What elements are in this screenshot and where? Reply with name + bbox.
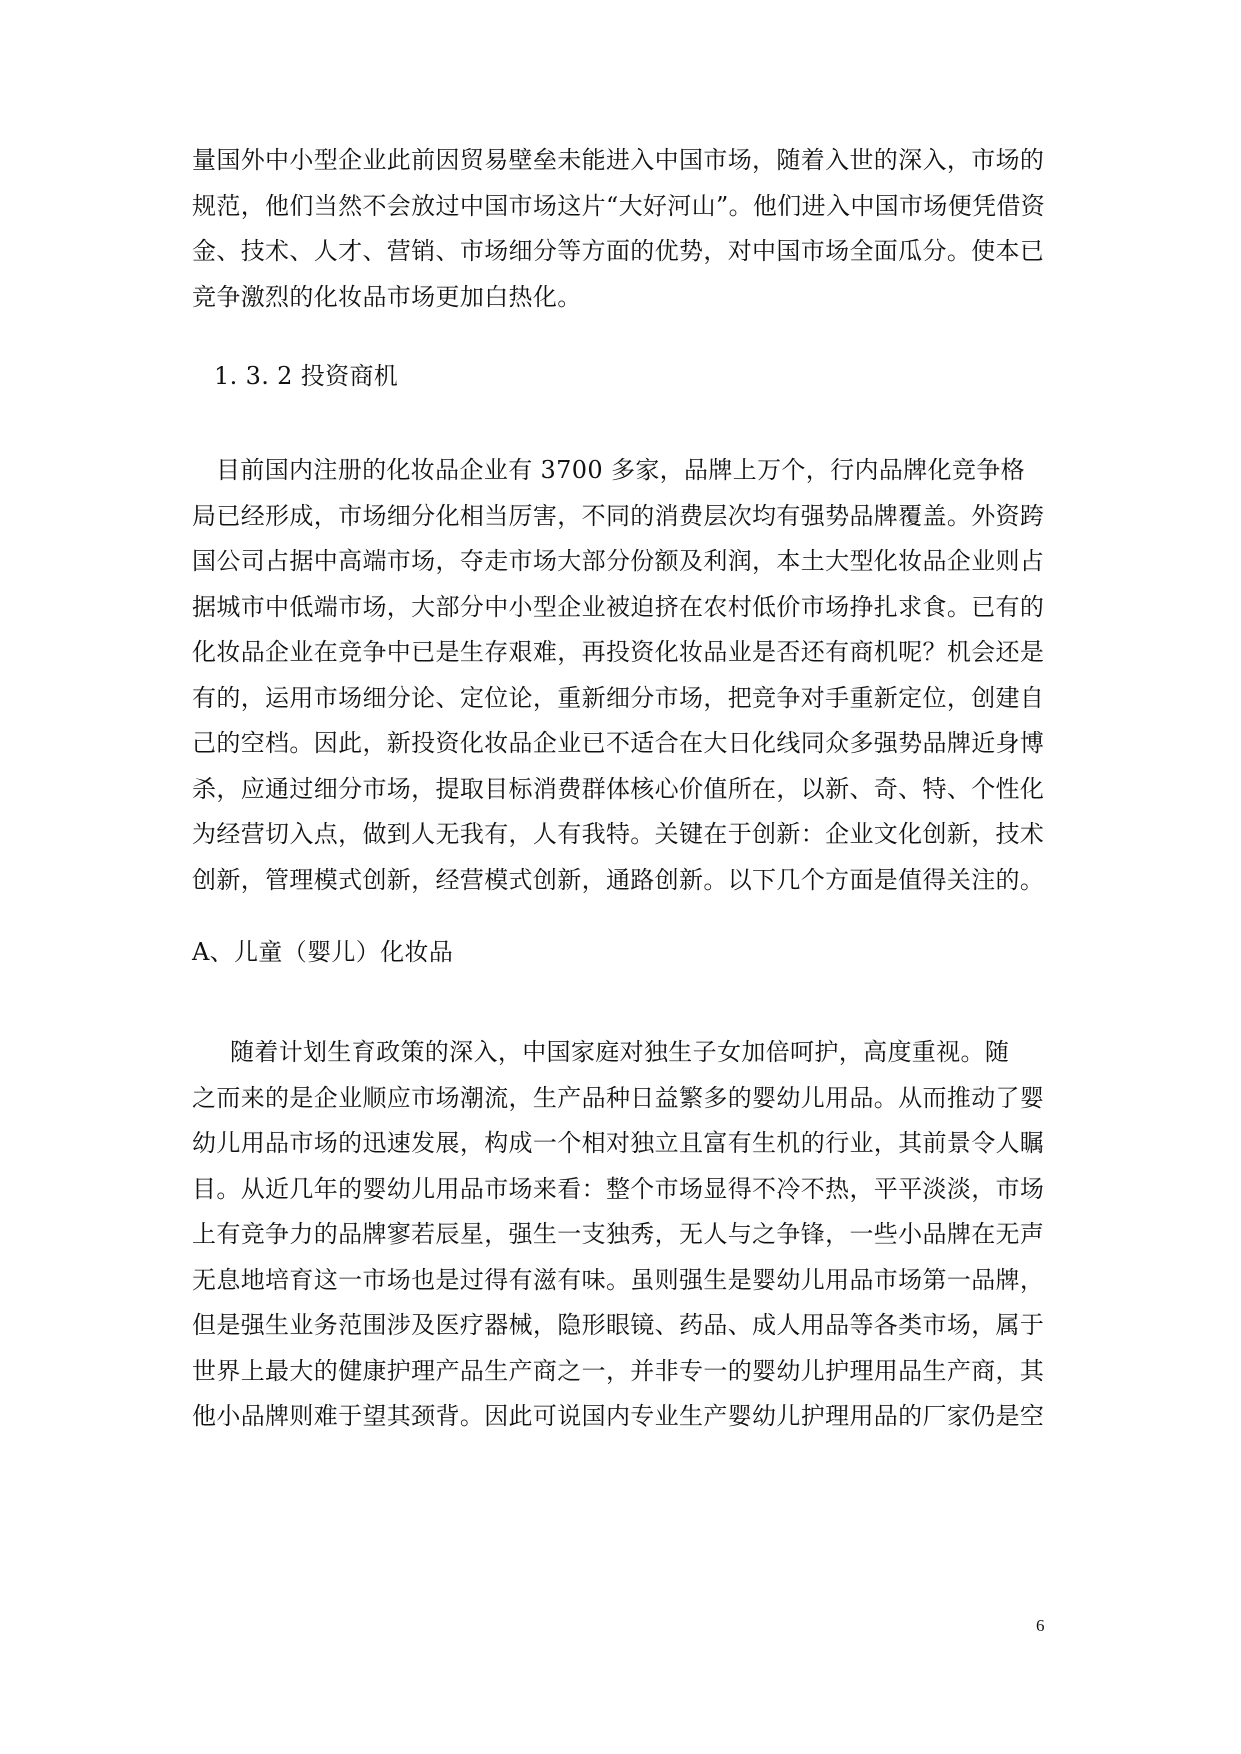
text-line: 但是强生业务范围涉及医疗器械，隐形眼镜、药品、成人用品等各类市场，属于: [192, 1311, 1045, 1339]
text-line: 规范，他们当然不会放过中国市场这片“大好河山”。他们进入中国市场便凭借资: [192, 191, 1046, 220]
text-line: 局已经形成，市场细分化相当厉害，不同的消费层次均有强势品牌覆盖。外资跨: [192, 501, 1045, 530]
text-line: 之而来的是企业顺应市场潮流，生产品种日益繁多的婴幼儿用品。从而推动了婴: [192, 1083, 1045, 1112]
text-line: 幼儿用品市场的迅速发展，构成一个相对独立且富有生机的行业，其前景令人瞩: [192, 1129, 1045, 1157]
text-line: 己的空档。因此，新投资化妆品企业已不适合在大日化线同众多强势品牌近身博: [192, 729, 1045, 757]
text-line: 目前国内注册的化妆品企业有 3700 多家，品牌上万个，行内品牌化竞争格: [216, 456, 1025, 484]
text-line: 创新，管理模式创新，经营模式创新，通路创新。以下几个方面是值得关注的。: [192, 865, 1045, 894]
text-line: 化妆品企业在竞争中已是生存艰难，再投资化妆品业是否还有商机呢？机会还是: [192, 638, 1045, 666]
subheading-child-cosmetics: A、儿童（婴儿）化妆品: [192, 938, 454, 966]
text-line: 上有竞争力的品牌寥若辰星，强生一支独秀，无人与之争锋，一些小品牌在无声: [192, 1220, 1045, 1248]
text-line: 为经营切入点，做到人无我有，人有我特。关键在于创新：企业文化创新，技术: [192, 820, 1045, 848]
text-line: 金、技术、人才、营销、市场细分等方面的优势，对中国市场全面瓜分。使本已: [192, 237, 1045, 265]
page-number: 6: [1036, 1616, 1045, 1635]
text-line: 随着计划生育政策的深入，中国家庭对独生子女加倍呵护，高度重视。随: [230, 1038, 1010, 1066]
section-heading: 1. 3. 2 投资商机: [214, 362, 399, 390]
text-line: 据城市中低端市场，大部分中小型企业被迫挤在农村低价市场挣扎求食。已有的: [192, 592, 1045, 621]
text-line: 目。从近几年的婴幼儿用品市场来看：整个市场显得不冷不热，平平淡淡，市场: [192, 1174, 1045, 1203]
text-line: 竞争激烈的化妆品市场更加白热化。: [192, 282, 582, 311]
text-line: 世界上最大的健康护理产品生产商之一，并非专一的婴幼儿护理用品生产商，其: [192, 1356, 1045, 1385]
paragraph-market-competition: [192, 138, 1047, 320]
text-line: 有的，运用市场细分论、定位论，重新细分市场，把竞争对手重新定位，创建自: [192, 683, 1045, 712]
text-line: 杀，应通过细分市场，提取目标消费群体核心价值所在，以新、奇、特、个性化: [192, 774, 1045, 803]
text-line: 无息地培育这一市场也是过得有滋有味。虽则强生是婴幼儿用品市场第一品牌，: [192, 1265, 1045, 1294]
paragraph-infant-products: [192, 1030, 1047, 1440]
text-line: 他小品牌则难于望其颈背。因此可说国内专业生产婴幼儿护理用品的厂家仍是空: [192, 1402, 1045, 1430]
paragraph-investment-opportunity: [192, 448, 1047, 903]
text-line: 量国外中小型企业此前因贸易壁垒未能进入中国市场，随着入世的深入，市场的: [192, 146, 1045, 174]
text-line: 国公司占据中高端市场，夺走市场大部分份额及利润，本土大型化妆品企业则占: [192, 547, 1045, 575]
